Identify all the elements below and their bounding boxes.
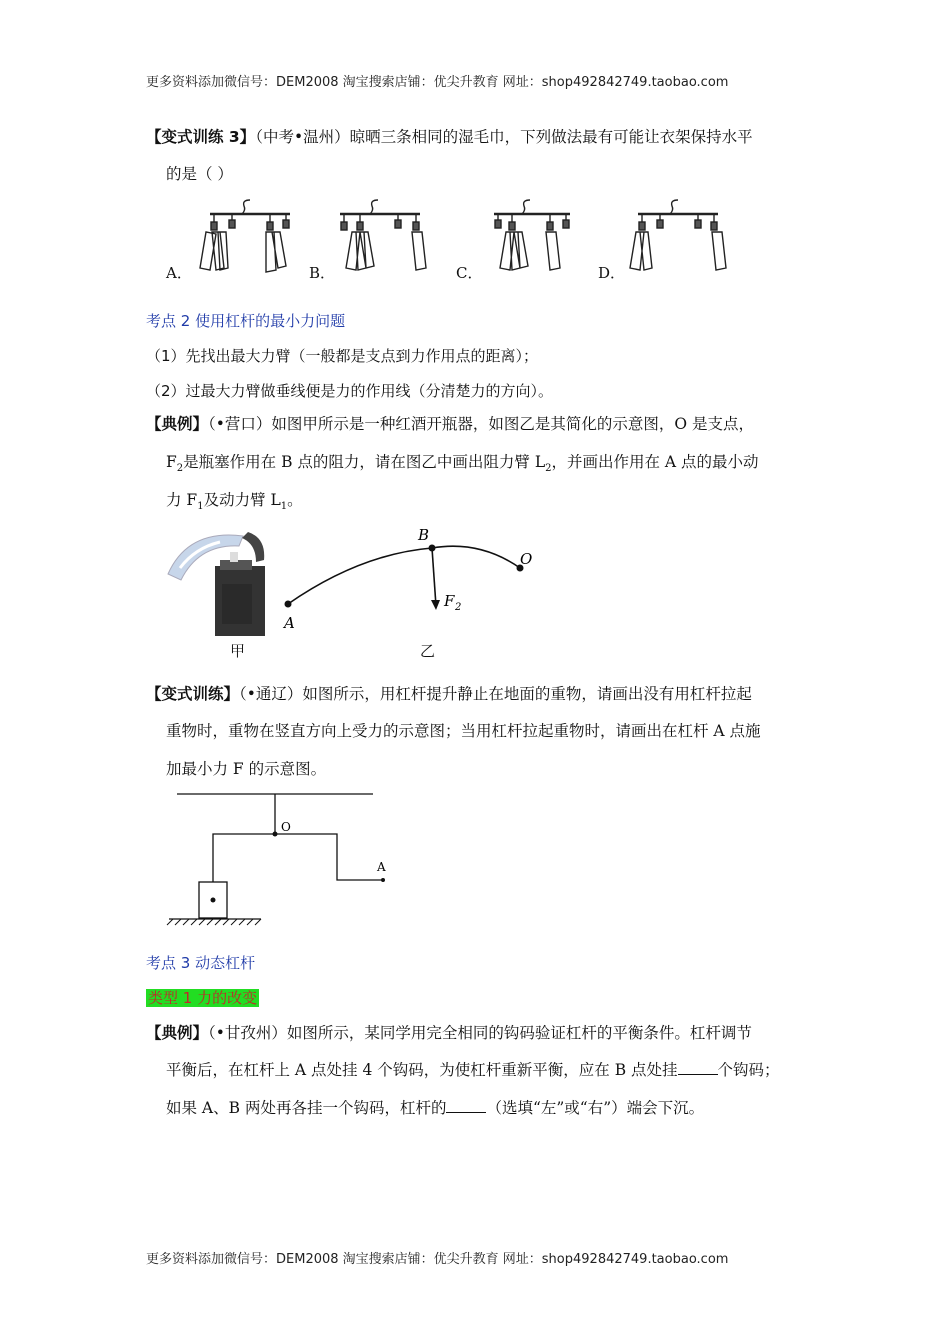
option-b: B． <box>309 264 336 282</box>
ex2-text1: （•甘孜州）如图所示，某同学用完全相同的钩码验证杠杆的平衡条件。杠杆调节 <box>208 1024 752 1042</box>
answer-blank-2[interactable] <box>446 1098 486 1113</box>
ex2-line3 <box>166 1090 704 1126</box>
kp2-step2: （2）过最大力臂做垂线便是力的作用线（分清楚力的方向）。 <box>146 382 554 400</box>
label-a-q2: A <box>377 860 386 874</box>
label-o-q2: O <box>281 820 291 834</box>
ex1-text3c: 。 <box>287 491 303 509</box>
ex1-text2c: ，并画出作用在 A 点的最小动 <box>551 453 759 471</box>
ex1-f1-sub: 1 <box>197 501 204 513</box>
q2-tag: 【变式训练】 <box>146 685 240 703</box>
hanger-c <box>494 200 570 270</box>
lever-weight-diagram <box>165 786 390 926</box>
q1-text1: （中考•温州）晾晒三条相同的湿毛巾，下列做法最有可能让衣架保持水平 <box>255 128 753 146</box>
ex1-text2: 是瓶塞作用在 B 点的阻力，请在图乙中画出阻力臂 L <box>183 453 546 471</box>
ex1-f2: F <box>166 453 177 471</box>
option-c: C． <box>456 264 483 282</box>
ex1-line3 <box>166 482 303 525</box>
label-f: F <box>444 592 455 610</box>
ex1-l1: 及动力臂 L <box>203 491 281 509</box>
weight-center <box>211 898 216 903</box>
q2-line3: 加最小力 F 的示意图。 <box>166 760 327 778</box>
option-d: D． <box>598 264 626 282</box>
ex1-line1 <box>146 406 754 442</box>
hanger-d <box>630 200 726 270</box>
hanger-b <box>340 200 426 270</box>
point-a <box>285 601 292 608</box>
label-o: O <box>520 550 533 568</box>
page-header: 更多资料添加微信号：DEM2008 淘宝搜索店铺：优尖升教育 网址：shop492842749.taobao.com <box>146 75 729 90</box>
ex2-line1 <box>146 1015 752 1051</box>
hanger-a <box>200 200 290 272</box>
q2-text1: （•通辽）如图所示，用杠杆提升静止在地面的重物，请画出没有用杠杆拉起 <box>239 685 752 703</box>
kp2-title: 考点 2 使用杠杆的最小力问题 <box>146 312 346 330</box>
opener-photo <box>160 524 280 639</box>
fig-yi-label: 乙 <box>420 642 436 660</box>
kp3-title: 考点 3 动态杠杆 <box>146 954 256 972</box>
ex1-tag: 【典例】 <box>146 415 209 433</box>
ex1-text1: （•营口）如图甲所示是一种红酒开瓶器，如图乙是其简化的示意图，O 是支点， <box>208 415 755 433</box>
page-footer: 更多资料添加微信号：DEM2008 淘宝搜索店铺：优尖升教育 网址：shop492842749.taobao.com <box>146 1252 729 1267</box>
ex2-tag: 【典例】 <box>146 1024 209 1042</box>
point-a-q2 <box>381 878 385 882</box>
label-a: A <box>284 614 295 632</box>
ex2-text3b: （选填“左”或“右”）端会下沉。 <box>486 1099 705 1117</box>
ex1-l2-sub: 2 <box>545 463 552 475</box>
label-f-sub: 2 <box>455 602 462 613</box>
option-a: A． <box>166 264 192 282</box>
lever-diagram-yi <box>270 520 560 640</box>
answer-blank-1[interactable] <box>678 1060 718 1075</box>
pivot-o <box>273 832 278 837</box>
fig-jia-label: 甲 <box>230 642 246 660</box>
q2-line1 <box>146 676 752 712</box>
q1-line2: 的是（ ） <box>166 165 233 183</box>
q2-line2: 重物时，重物在竖直方向上受力的示意图；当用杠杆拉起重物时，请画出在杠杆 A 点施 <box>166 722 761 740</box>
ex1-l1-sub: 1 <box>280 501 288 513</box>
ex2-text2b: 个钩码； <box>717 1061 780 1079</box>
kp3-type1 <box>146 987 259 1008</box>
f2-arrow-icon <box>431 600 440 610</box>
ex2-text3a: 如果 A、B 两处再各挂一个钩码，杠杆的 <box>166 1099 447 1117</box>
ex1-line2 <box>166 444 759 487</box>
q1-tag: 【变式训练 3】 <box>146 128 256 146</box>
ex2-line2 <box>166 1052 780 1088</box>
ex1-f2-sub: 2 <box>176 463 184 475</box>
ex2-text2a: 平衡后，在杠杆上 A 点处挂 4 个钩码，为使杠杆重新平衡，应在 B 点处挂 <box>166 1061 678 1079</box>
kp3-type1-label: 类型 1 力的改变 <box>148 989 258 1007</box>
ex1-f1: 力 F <box>166 491 198 509</box>
q1-line1 <box>146 119 753 155</box>
kp2-step1: （1）先找出最大力臂（一般都是支点到力作用点的距离）； <box>146 347 539 365</box>
label-b: B <box>418 526 430 544</box>
